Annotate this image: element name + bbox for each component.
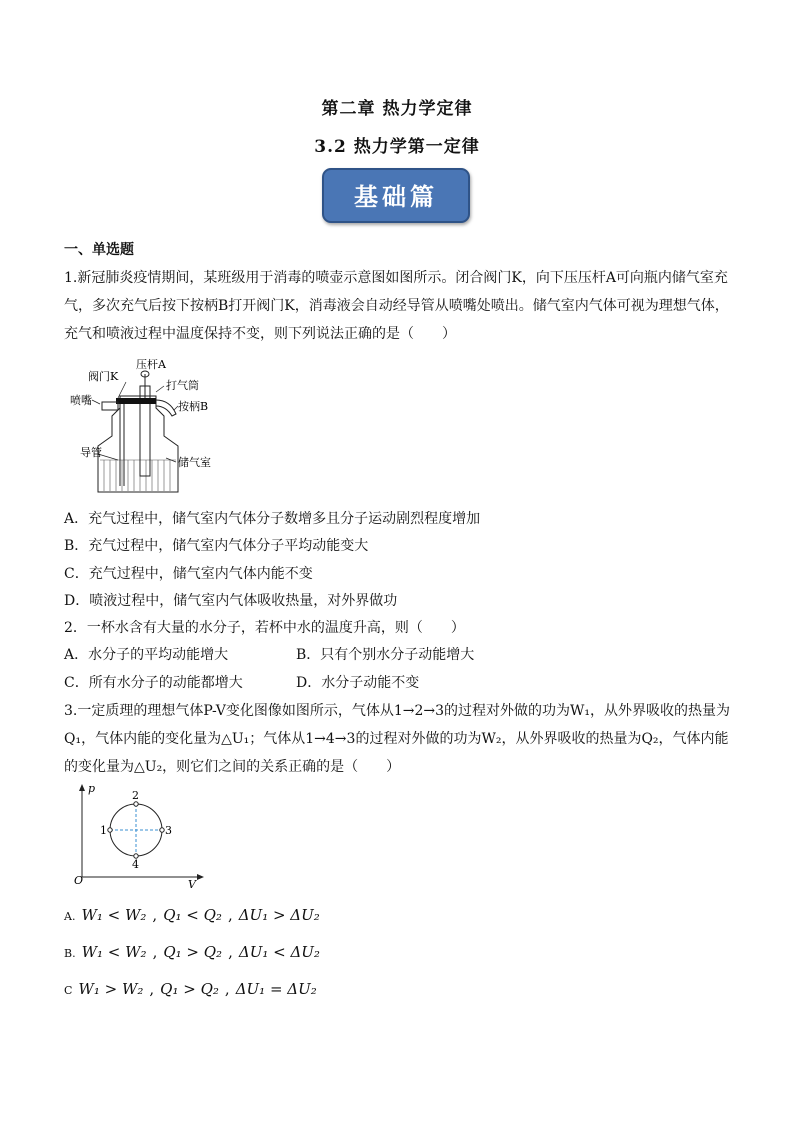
- q1-option-b: B．充气过程中，储气室内气体分子平均动能变大: [64, 538, 369, 554]
- pv-graph: [70, 782, 210, 890]
- point-2-label: 2: [132, 789, 139, 802]
- origin-label: O: [74, 874, 84, 887]
- question-3-stem: 3.一定质理的理想气体P-V变化图像如图所示，气体从1→2→3的过程对外做的功为W₁，从外界吸收的热量为Q₁，气体内能的变化量为△U₁；气体从1→4→3的过程对外做的功为W₂，从外界吸收的热量为Q₂，气体内能的变化量为△U₂，则它们之间的关系正确的是（ ）: [64, 703, 731, 775]
- option-label: A.: [64, 910, 76, 923]
- point-4-label: 4: [132, 858, 139, 871]
- label-chamber: 储气室: [178, 456, 211, 469]
- point-3-label: 3: [165, 824, 172, 837]
- label-pump: 打气筒: [166, 379, 199, 392]
- q3-option-c: C W₁ > W₂ , Q₁ > Q₂ , ΔU₁ = ΔU₂: [64, 980, 317, 998]
- chapter-title: 第二章 热力学定律: [321, 99, 473, 119]
- q3-option-a: A. W₁ < W₂ , Q₁ < Q₂ , ΔU₁ > ΔU₂: [64, 906, 320, 924]
- label-tube: 导管: [80, 446, 102, 459]
- y-axis-label: p: [88, 782, 96, 795]
- q3-option-b: B. W₁ < W₂ , Q₁ > Q₂ , ΔU₁ < ΔU₂: [64, 943, 320, 961]
- label-handle: 按柄B: [178, 400, 209, 413]
- q2-option-d: D．水分子动能不变: [296, 675, 420, 691]
- energy-relation: ΔU₁ = ΔU₂: [235, 980, 317, 998]
- question-2-stem: 2．一杯水含有大量的水分子，若杯中水的温度升高，则（ ）: [64, 620, 465, 636]
- q1-option-a: A．充气过程中，储气室内气体分子数增多且分子运动剧烈程度增加: [64, 511, 481, 527]
- heat-relation: Q₁ < Q₂: [163, 906, 222, 924]
- energy-relation: ΔU₁ < ΔU₂: [238, 943, 320, 961]
- q2-option-c: C．所有水分子的动能都增大: [64, 675, 243, 691]
- label-nozzle: 喷嘴: [70, 394, 92, 407]
- work-relation: W₁ < W₂: [81, 906, 147, 924]
- option-label: C: [64, 984, 73, 997]
- option-label: B.: [64, 947, 76, 960]
- question-1-stem: 1.新冠肺炎疫情期间，某班级用于消毒的喷壶示意图如图所示。闭合阀门K，向下压压杆A可向瓶内储气室充气，多次充气后按下按柄B打开阀门K，消毒液会自动经导管从喷嘴处喷出。储气室内气体可视为理想气体，充气和喷液过程中温度保持不变，则下列说法正确的是（ ）: [64, 270, 729, 342]
- label-valve: 阀门K: [88, 370, 119, 383]
- energy-relation: ΔU₁ > ΔU₂: [238, 906, 320, 924]
- point-1-label: 1: [100, 824, 107, 837]
- sprayer-figure: [70, 356, 230, 496]
- q1-option-d: D．喷液过程中，储气室内气体吸收热量，对外界做功: [64, 593, 398, 609]
- x-axis-label: V: [188, 878, 196, 890]
- q1-option-c: C．充气过程中，储气室内气体内能不变: [64, 566, 313, 582]
- work-relation: W₁ > W₂: [78, 980, 144, 998]
- heat-relation: Q₁ > Q₂: [160, 980, 219, 998]
- category-heading: 一、单选题: [64, 242, 134, 258]
- q2-option-b: B．只有个别水分子动能增大: [296, 647, 475, 663]
- label-rod: 压杆A: [136, 358, 166, 371]
- heat-relation: Q₁ > Q₂: [163, 943, 223, 961]
- work-relation: W₁ < W₂: [81, 943, 147, 961]
- q2-option-a: A．水分子的平均动能增大: [64, 647, 229, 663]
- level-badge: 基础篇: [322, 168, 470, 223]
- section-title: 3.2 热力学第一定律: [314, 137, 480, 157]
